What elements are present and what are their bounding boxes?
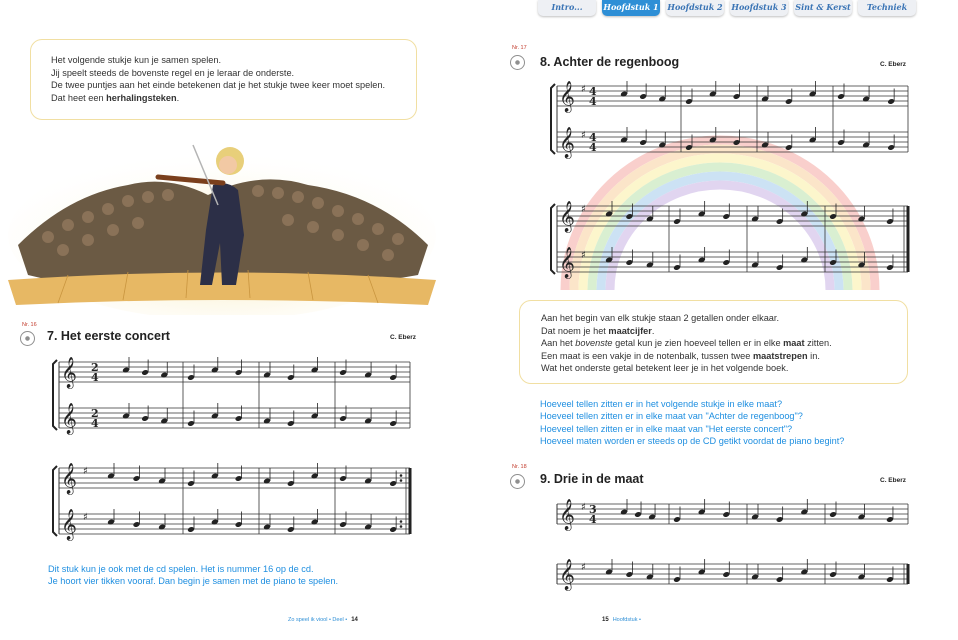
- svg-text:4: 4: [91, 371, 99, 384]
- cd-icon[interactable]: [510, 474, 525, 489]
- score-system-right-1: [553, 80, 913, 164]
- song-number: Nr. 18: [512, 464, 527, 470]
- tab-hoofdstuk-2[interactable]: Hoofdstuk 2: [666, 0, 724, 16]
- intro-line: De twee puntjes aan het einde betekenen dat je het stukje twee keer moet spelen.: [51, 80, 386, 91]
- intro-line: Jij speelt steeds de bovenste regel en je leraar de onderste.: [51, 67, 295, 78]
- term-maatcijfer: maatcijfer: [608, 325, 652, 336]
- song-number: Nr. 16: [22, 322, 37, 328]
- page-number: 14: [351, 617, 358, 623]
- tab-techniek[interactable]: Techniek: [858, 0, 916, 16]
- composer: C. Eberz: [880, 61, 907, 68]
- chapter-tabs: [536, 0, 958, 18]
- info-line: Wat het onderste getal betekent leer je in het volgende boek.: [541, 363, 789, 374]
- question: Hoeveel tellen zitten er in elke maat van "Het eerste concert"?: [540, 423, 793, 434]
- song-title: 7. Het eerste concert: [47, 329, 170, 343]
- svg-text:2: 2: [91, 361, 99, 374]
- svg-text:𝄞: 𝄞: [559, 127, 575, 158]
- svg-text:♯: ♯: [581, 250, 586, 261]
- svg-text:4: 4: [589, 85, 597, 98]
- term-maatstrepen: maatstrepen: [752, 350, 808, 361]
- svg-text:4: 4: [589, 513, 597, 526]
- intro-line: Het volgende stukje kun je samen spelen.: [51, 55, 222, 65]
- tab-hoofdstuk-1[interactable]: Hoofdstuk 1: [602, 0, 660, 16]
- info-line: Dat noem je het maatcijfer.: [541, 325, 655, 336]
- svg-text:♯: ♯: [581, 84, 586, 95]
- svg-text:3: 3: [589, 503, 597, 516]
- intro-box: [30, 39, 417, 120]
- svg-text:𝄞: 𝄞: [559, 201, 575, 232]
- info-line: Een maat is een vakje in de notenbalk, tussen twee maatstrepen in.: [541, 350, 820, 361]
- svg-text:♯: ♯: [83, 466, 88, 477]
- svg-text:4: 4: [589, 95, 597, 108]
- cd-icon[interactable]: [20, 331, 35, 346]
- tab-sint-kerst[interactable]: Sint & Kerst: [794, 0, 852, 16]
- question: Hoeveel maten worden er steeds op de CD getikt voordat de piano begint?: [540, 436, 845, 447]
- svg-text:♯: ♯: [581, 502, 586, 513]
- svg-text:𝄞: 𝄞: [559, 499, 575, 530]
- score-system-right-2: [553, 200, 913, 284]
- svg-text:♯: ♯: [581, 562, 586, 573]
- page-number: 15: [602, 617, 609, 623]
- score-staff-right-3a: [553, 498, 913, 538]
- song-title: 8. Achter de regenboog: [540, 55, 680, 69]
- info-line: Aan het begin van elk stukje staan 2 getallen onder elkaar.: [541, 313, 780, 323]
- song-number: Nr. 17: [512, 45, 527, 51]
- svg-text:4: 4: [589, 131, 597, 144]
- svg-text:𝄞: 𝄞: [559, 81, 575, 112]
- composer: C. Eberz: [390, 334, 417, 341]
- svg-text:4: 4: [91, 417, 99, 430]
- term-herhalingsteken: herhalingsteken: [106, 92, 177, 103]
- tab-intro[interactable]: Intro...: [538, 0, 596, 16]
- svg-text:𝄞: 𝄞: [61, 463, 77, 494]
- score-system-left-1: [55, 356, 415, 440]
- footer-left: Zo speel ik viool • Deel • 14: [288, 617, 358, 623]
- question: Hoeveel tellen zitten er in elke maat van "Achter de regenboog"?: [540, 411, 803, 422]
- cd-instructions: [48, 563, 338, 588]
- tab-hoofdstuk-3[interactable]: Hoofdstuk 3: [730, 0, 788, 16]
- cd-line: Je hoort vier tikken vooraf. Dan begin je samen met de piano te spelen.: [48, 576, 339, 587]
- score-system-left-2: [55, 462, 415, 546]
- svg-text:♯: ♯: [581, 204, 586, 215]
- cd-line: Dit stuk kun je ook met de cd spelen. Het is nummer 16 op de cd.: [48, 564, 314, 574]
- info-box: [519, 300, 908, 384]
- footer-right: 15 Hoofdstuk •: [602, 617, 641, 623]
- question: Hoeveel tellen zitten er in het volgende stukje in elke maat?: [540, 399, 783, 409]
- svg-text:𝄞: 𝄞: [559, 559, 575, 590]
- svg-text:𝄞: 𝄞: [61, 357, 77, 388]
- svg-text:𝄞: 𝄞: [559, 247, 575, 278]
- svg-text:𝄞: 𝄞: [61, 509, 77, 540]
- concert-illustration: [8, 125, 436, 315]
- svg-text:4: 4: [589, 141, 597, 154]
- cd-icon[interactable]: [510, 55, 525, 70]
- song-title: 9. Drie in de maat: [540, 472, 644, 486]
- composer: C. Eberz: [880, 477, 907, 484]
- svg-text:♯: ♯: [83, 512, 88, 523]
- score-staff-right-3b: [553, 558, 913, 598]
- svg-text:2: 2: [91, 407, 99, 420]
- svg-text:♯: ♯: [581, 130, 586, 141]
- svg-text:𝄞: 𝄞: [61, 403, 77, 434]
- questions: [540, 398, 844, 448]
- intro-line: Dat heet een herhalingsteken.: [51, 92, 180, 103]
- term-maat: maat: [783, 338, 805, 349]
- info-line: Aan het bovenste getal kun je zien hoeveel tellen er in elke maat zitten.: [541, 338, 832, 349]
